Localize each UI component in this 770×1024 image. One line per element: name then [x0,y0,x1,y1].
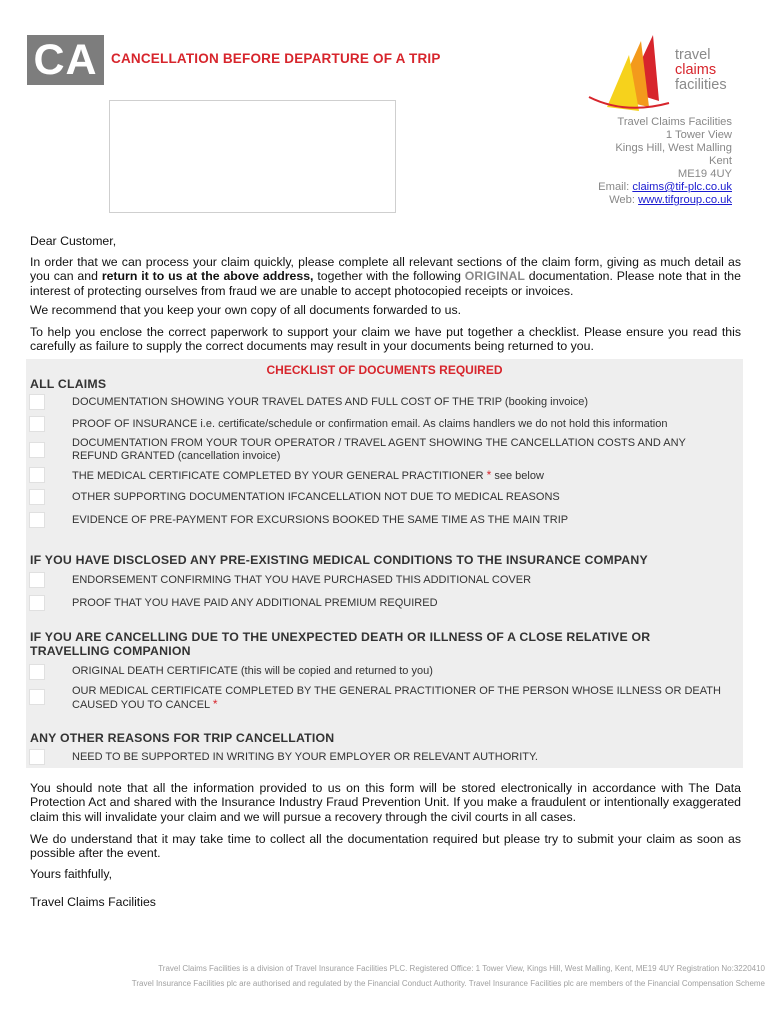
checkbox[interactable] [29,749,45,765]
checkbox[interactable] [29,416,45,432]
checklist-item [72,685,732,711]
logo-word-facilities: facilities [675,77,727,93]
email-label: Email: [598,181,630,193]
checklist-item [72,469,732,483]
checkbox[interactable] [29,689,45,705]
address-line: Kings Hill, West Malling [615,142,732,154]
address-window-box [109,100,396,213]
footer-registration: Travel Claims Facilities is a division of Travel Insurance Facilities PLC. Registered Office: 1 Tower View, Kings Hill, West Malling, Kent, ME19 4UY Registration No:3220410 [158,964,765,973]
checkbox[interactable] [29,572,45,588]
checklist-item: ENDORSEMENT CONFIRMING THAT YOU HAVE PURCHASED THIS ADDITIONAL COVER [72,574,532,586]
checkbox[interactable] [29,664,45,680]
item-text: OUR MEDICAL CERTIFICATE COMPLETED BY THE GENERAL PRACTITIONER OF THE PERSON WHOSE ILLNESS OR DEATH CAUSED YOU TO CANCEL [72,685,721,711]
company-address [598,116,732,207]
asterisk-marker: * [212,696,218,711]
email-link[interactable]: claims@tif-plc.co.uk [632,181,732,193]
data-protection-paragraph: You should note that all the information provided to us on this form will be stored electronically in accordance with The Data Protection Act and shared with the Insurance Industry Fraud Prevention Unit. If you make a fraudulent or intentionally exaggerated claim this will invalidate your claim and we will pursue a recovery through the civil courts in all cases. [30,781,741,824]
page-title: CANCELLATION BEFORE DEPARTURE OF A TRIP [111,51,441,66]
checklist-item: ORIGINAL DEATH CERTIFICATE (this will be copied and returned to you) [72,665,433,677]
intro-text: In order that we can process your claim quickly, please complete all relevant sections of the claim form, giving as much detail as you can and [30,255,741,284]
form-code-badge: CA [27,35,104,85]
checkbox[interactable] [29,442,45,458]
logo-wordmark [675,48,727,93]
signature: Travel Claims Facilities [30,895,156,909]
address-line: Kent [708,155,732,167]
checklist-title: CHECKLIST OF DOCUMENTS REQUIRED [266,363,503,377]
see-below-note: see below [494,470,544,482]
web-row [598,194,732,207]
checklist-item: NEED TO BE SUPPORTED IN WRITING BY YOUR EMPLOYER OR RELEVANT AUTHORITY. [72,751,538,763]
checkbox[interactable] [29,512,45,528]
intro-bold-text: return it to us at the above address, [101,269,314,284]
section-title-all-claims: ALL CLAIMS [30,377,107,391]
greeting: Dear Customer, [30,234,117,248]
address-line: 1 Tower View [665,129,732,141]
checklist-item: PROOF OF INSURANCE i.e. certificate/schedule or confirmation email. As claims handlers we do not hold this information [72,418,668,430]
copy-recommendation: We recommend that you keep your own copy of all documents forwarded to us. [30,303,462,317]
footer-regulation: Travel Insurance Facilities plc are authorised and regulated by the Financial Conduct Authority. Travel Insurance Facilities plc are members of the Financial Compensation Scheme [131,979,765,988]
intro-text: documentation. Please note that in the interest of protecting ourselves from fraud we are unable to accept photocopied receipts or invoices. [30,269,741,298]
checkbox[interactable] [29,489,45,505]
footer [30,961,765,991]
checkbox[interactable] [29,394,45,410]
checklist-item: PROOF THAT YOU HAVE PAID ANY ADDITIONAL PREMIUM REQUIRED [72,597,438,609]
timing-paragraph: We do understand that it may take time to collect all the documentation required but please try to submit your claim as soon as possible after the event. [30,832,741,861]
checklist-intro: To help you enclose the correct paperwork to support your claim we have put together a checklist. Please ensure you read this carefully as failure to supply the correct documents may result in your documents being returned to you. [30,325,741,354]
section-title-pre-existing: IF YOU HAVE DISCLOSED ANY PRE-EXISTING MEDICAL CONDITIONS TO THE INSURANCE COMPANY [30,553,648,567]
web-link[interactable]: www.tifgroup.co.uk [638,194,732,206]
checkbox[interactable] [29,467,45,483]
original-emphasis: ORIGINAL [464,269,525,284]
logo-word-travel: travel [675,47,711,63]
logo-word-claims: claims [675,62,717,78]
web-label: Web: [609,194,635,206]
company-name: Travel Claims Facilities [617,116,732,128]
asterisk-marker: * [486,468,492,482]
checklist-item: EVIDENCE OF PRE-PAYMENT FOR EXCURSIONS BOOKED THE SAME TIME AS THE MAIN TRIP [72,514,569,526]
checkbox[interactable] [29,595,45,611]
intro-paragraph [30,255,741,298]
checklist-item: OTHER SUPPORTING DOCUMENTATION IFCANCELLATION NOT DUE TO MEDICAL REASONS [72,491,560,503]
section-title-relative: IF YOU ARE CANCELLING DUE TO THE UNEXPECTED DEATH OR ILLNESS OF A CLOSE RELATIVE OR TRAVELLING COMPANION [30,630,651,658]
checklist-item: DOCUMENTATION FROM YOUR TOUR OPERATOR / TRAVEL AGENT SHOWING THE CANCELLATION COSTS AND ANY REFUND GRANTED (cancellation invoice) [72,437,686,462]
item-text: THE MEDICAL CERTIFICATE COMPLETED BY YOUR GENERAL PRACTITIONER [72,470,484,482]
closing: Yours faithfully, [30,867,113,881]
checklist-panel [26,359,743,768]
intro-text: together with the following [313,269,465,284]
address-postcode: ME19 4UY [677,168,732,180]
email-row [598,181,732,194]
section-title-other-reasons: ANY OTHER REASONS FOR TRIP CANCELLATION [30,731,335,745]
checklist-item: DOCUMENTATION SHOWING YOUR TRAVEL DATES AND FULL COST OF THE TRIP (booking invoice) [72,396,589,408]
